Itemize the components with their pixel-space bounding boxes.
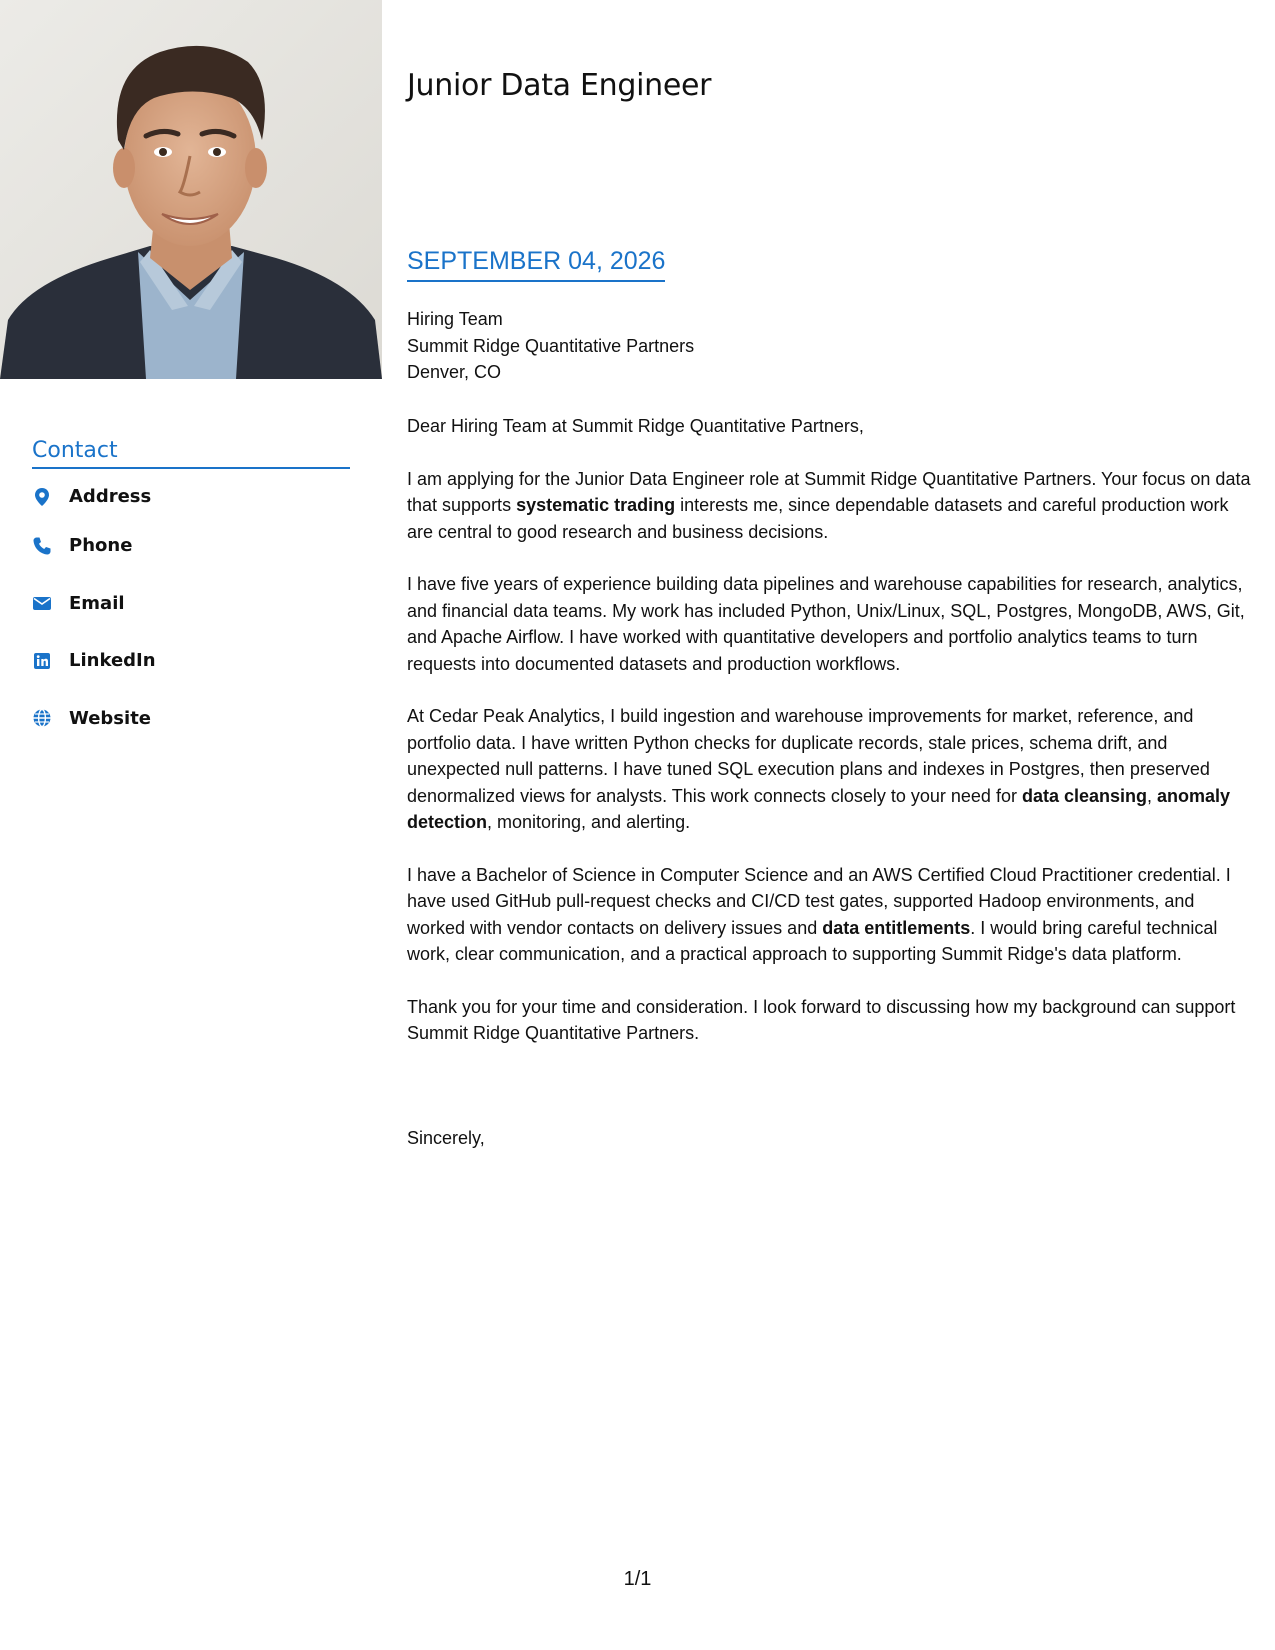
map-pin-icon [31,486,53,508]
bold-phrase: data cleansing [1021,785,1147,806]
recipient-block [407,306,694,386]
paragraph-intro [407,466,1257,546]
bold-phrase: systematic trading [516,495,676,515]
text-span: , [1147,785,1158,806]
recipient-company: Summit Ridge Quantitative Partners [407,335,695,356]
contact-label-address: Address [69,486,152,507]
recipient-line: Hiring Team [407,309,503,329]
salutation: Dear Hiring Team at Summit Ridge Quantitative Partners, [407,416,864,436]
bold-phrase: data entitlements [822,917,971,938]
bold-phrase: anomaly detection [407,785,1231,832]
text-span: interests me, since dependable datasets and careful production work are central to good research and business decisions. [407,495,1229,542]
contact-title: Contact [32,436,350,469]
paragraph-thanks: Thank you for your time and consideration. I look forward to discussing how my background can support Summit Ridge Quantitative Partners. [407,996,1236,1043]
page-number: 1/1 [623,1568,652,1590]
contact-label-website: Website [69,707,152,729]
portrait-photo [0,0,382,379]
contact-label-email: Email [69,592,125,614]
paragraph-current-role [407,703,1257,836]
contact-label-linkedin: LinkedIn [69,650,156,672]
closing: Sincerely, [407,1128,485,1148]
linkedin-icon [31,650,53,672]
text-span: , monitoring, and alerting. [487,812,691,832]
contact-item-phone[interactable] [32,526,350,584]
contact-label-phone: Phone [69,535,133,557]
globe-icon [31,707,53,729]
contact-section [32,436,350,756]
contact-item-website[interactable] [32,699,350,757]
contact-list [32,477,350,756]
text-span: . I would bring careful technical work, clear communication, and a practical approach to supporting Summit Ridge's data platform. [407,917,1218,964]
recipient-location: Denver, CO [407,362,502,382]
phone-icon [31,535,53,557]
envelope-icon [31,592,53,614]
contact-item-email[interactable] [32,584,350,642]
job-title: Junior Data Engineer [407,68,712,103]
letter-body [407,413,1257,1073]
text-span: At Cedar Peak Analytics, I build ingestion and warehouse improvements for market, reference, and portfolio data. I have written Python checks for duplicate records, stale prices, schema drift, and unexpected null patterns. I have tuned SQL execution plans and indexes in Postgres, then preserved denormalized views for analysts. This work connects closely to your need for [407,706,1210,806]
contact-item-linkedin[interactable] [32,641,350,699]
contact-item-address[interactable] [32,477,350,526]
text-span: I have a Bachelor of Science in Computer Science and an AWS Certified Cloud Practitioner credential. I have used GitHub pull-request checks and CI/CD test gates, supported Hadoop environments, and worked with vendor contacts on delivery issues and [407,864,1231,938]
paragraph-experience: I have five years of experience building data pipelines and warehouse capabilities for research, analytics, and financial data teams. My work has included Python, Unix/Linux, SQL, Postgres, MongoDB, AWS, Git, and Apache Airflow. I have worked with quantitative developers and portfolio analytics teams to turn requests into documented datasets and production workflows. [407,574,1245,674]
text-span: I am applying for the Junior Data Engineer role at Summit Ridge Quantitative Partners. Your focus on data that supports [407,468,1251,515]
letter-date: SEPTEMBER 04, 2026 [407,246,665,282]
paragraph-education [407,862,1257,968]
